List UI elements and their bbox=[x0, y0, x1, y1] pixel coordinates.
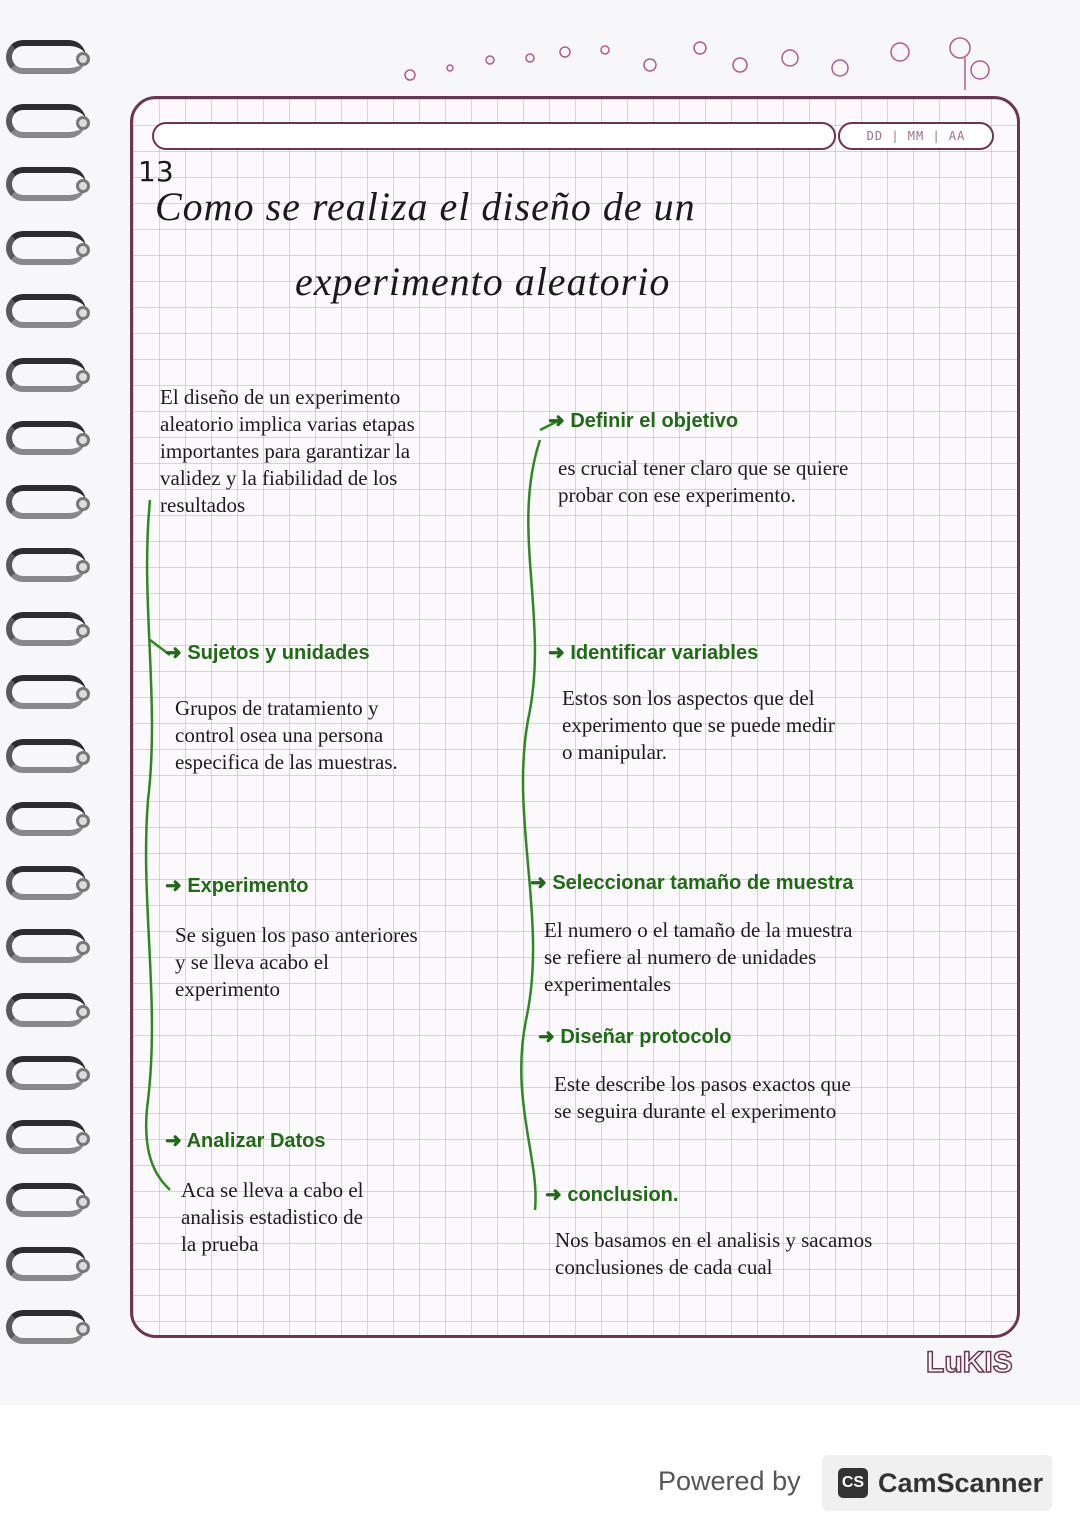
title-bar bbox=[152, 122, 836, 150]
spiral-ring bbox=[6, 1056, 86, 1090]
spiral-ring bbox=[6, 1247, 86, 1281]
right-item-2 bbox=[548, 640, 1008, 766]
intro-paragraph: El diseño de un experimento aleatorio implica varias etapas importantes para garantizar la validez y la fiabilidad de los resultados bbox=[160, 385, 415, 517]
spiral-binding bbox=[0, 40, 110, 1380]
camscanner-badge bbox=[822, 1455, 1052, 1511]
spiral-ring bbox=[6, 929, 86, 963]
left-item-2-heading: ➜ Experimento bbox=[165, 875, 309, 897]
spiral-ring bbox=[6, 485, 86, 519]
spiral-ring bbox=[6, 358, 86, 392]
page-title-line-2: experimento aleatorio bbox=[295, 259, 671, 304]
spiral-ring bbox=[6, 231, 86, 265]
spiral-ring bbox=[6, 1310, 86, 1344]
arrow-icon: ➜ bbox=[548, 410, 571, 432]
right-item-2-heading: ➜ Identificar variables bbox=[548, 642, 759, 664]
right-item-1-heading: ➜ Definir el objetivo bbox=[548, 410, 739, 432]
spiral-ring bbox=[6, 167, 86, 201]
camscanner-logo-icon: CS bbox=[838, 1468, 868, 1498]
spiral-ring bbox=[6, 1120, 86, 1154]
left-item-2 bbox=[165, 873, 525, 1003]
date-field: DD | MM | AA bbox=[838, 122, 994, 150]
left-item-2-text: Se siguen los paso anteriores y se lleva acabo el experimento bbox=[175, 923, 418, 1001]
left-item-3-heading: ➜ Analizar Datos bbox=[165, 1130, 326, 1152]
spiral-ring bbox=[6, 548, 86, 582]
left-item-1-heading: ➜ Sujetos y unidades bbox=[165, 642, 370, 664]
arrow-icon: ➜ bbox=[538, 1026, 561, 1048]
page-title-line-1: Como se realiza el diseño de un bbox=[155, 184, 696, 229]
arrow-icon: ➜ bbox=[530, 872, 553, 894]
left-item-1-text: Grupos de tratamiento y control osea una persona especifica de las muestras. bbox=[175, 696, 398, 774]
flower-doodles-icon bbox=[390, 30, 1010, 100]
spiral-ring bbox=[6, 40, 86, 74]
spiral-ring bbox=[6, 612, 86, 646]
spiral-ring bbox=[6, 739, 86, 773]
note-number: 13 bbox=[138, 155, 174, 188]
right-item-1 bbox=[548, 408, 1008, 509]
arrow-icon: ➜ bbox=[548, 642, 571, 664]
arrow-icon: ➜ bbox=[165, 642, 188, 664]
right-item-3-text: El numero o el tamaño de la muestra se refiere al numero de unidades experimentales bbox=[544, 918, 853, 996]
spiral-ring bbox=[6, 993, 86, 1027]
spiral-ring bbox=[6, 802, 86, 836]
right-item-3 bbox=[530, 870, 1010, 998]
right-item-5 bbox=[545, 1182, 1015, 1281]
spiral-ring bbox=[6, 866, 86, 900]
right-item-5-text: Nos basamos en el analisis y sacamos conclusiones de cada cual bbox=[555, 1228, 873, 1279]
right-item-1-text: es crucial tener claro que se quiere probar con ese experimento. bbox=[558, 456, 849, 507]
right-item-4-heading: ➜ Diseñar protocolo bbox=[538, 1026, 732, 1048]
spiral-ring bbox=[6, 421, 86, 455]
right-item-2-text: Estos son los aspectos que del experimento que se puede medir o manipular. bbox=[562, 686, 835, 764]
left-item-3 bbox=[165, 1128, 525, 1258]
right-item-3-heading: ➜ Seleccionar tamaño de muestra bbox=[530, 872, 854, 894]
arrow-icon: ➜ bbox=[545, 1184, 568, 1206]
camscanner-name: CamScanner bbox=[878, 1467, 1044, 1498]
left-item-1 bbox=[165, 640, 505, 776]
arrow-icon: ➜ bbox=[165, 875, 188, 897]
powered-by-label: Powered by bbox=[658, 1466, 801, 1496]
spiral-ring bbox=[6, 675, 86, 709]
mindmap-connector-lines bbox=[140, 400, 580, 1220]
arrow-icon: ➜ bbox=[165, 1130, 187, 1152]
right-item-4 bbox=[538, 1024, 1008, 1125]
spiral-ring bbox=[6, 104, 86, 138]
left-item-3-text: Aca se lleva a cabo el analisis estadistico de la prueba bbox=[181, 1178, 364, 1256]
right-item-4-text: Este describe los pasos exactos que se seguira durante el experimento bbox=[554, 1072, 851, 1123]
author-signature: LuKIS bbox=[926, 1346, 1013, 1379]
spiral-ring bbox=[6, 294, 86, 328]
right-item-5-heading: ➜ conclusion. bbox=[545, 1184, 679, 1206]
spiral-ring bbox=[6, 1183, 86, 1217]
